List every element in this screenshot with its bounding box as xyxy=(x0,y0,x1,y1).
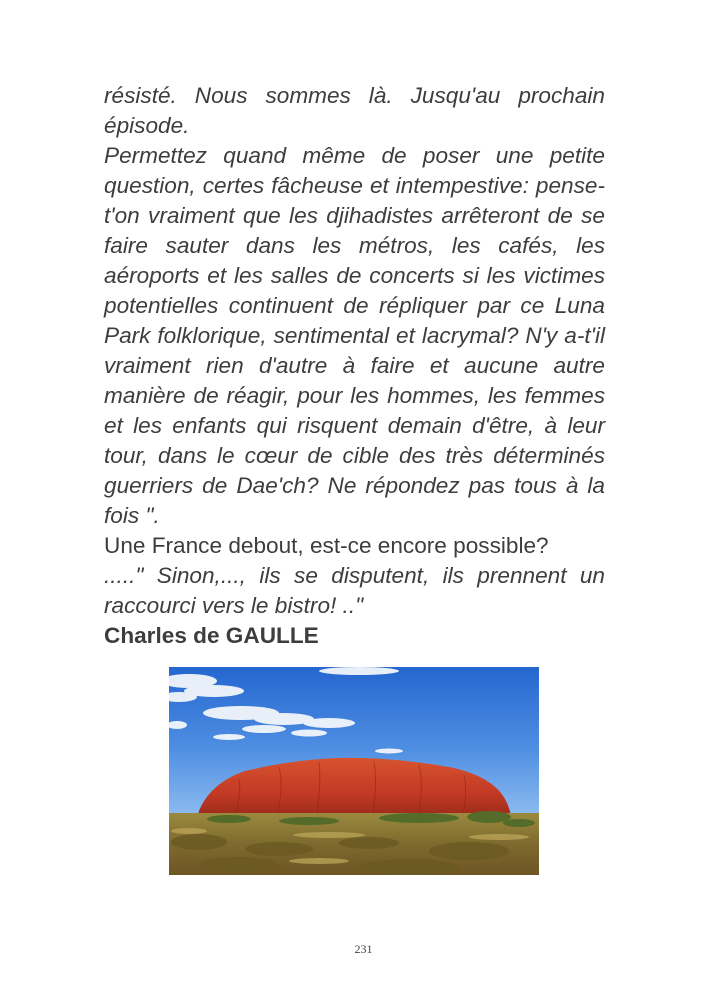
question-line: Une France debout, est-ce encore possible? xyxy=(104,533,549,558)
quote-signature: Charles de GAULLE xyxy=(104,623,319,648)
gaulle-quote: ....." Sinon,..., ils se disputent, ils prennent un raccourci vers le bistro! .." xyxy=(104,563,605,618)
uluru-photo xyxy=(169,667,539,875)
page-number: 231 xyxy=(354,942,373,956)
paragraph-question-djihadistes: Permettez quand même de poser une petite question, certes fâcheuse et intempestive: pense-t'on vraiment que les djihadistes arrêteront de se faire sauter dans les métros, les cafés, les aéroports et les salles de concerts si les victimes potentielles continuent de répliquer par ce Luna Park folklorique, sentimental et lacrymal? N'y a-t'il vraiment rien d'autre à faire et aucune autre manière de réagir, pour les hommes, les femmes et les enfants qui risquent demain d'être, à leur tour, dans le cœur de cible des très déterminés guerriers de Dae'ch? Ne répondez pas tous à la fois ". xyxy=(104,143,605,528)
paragraph-continuation: résisté. Nous sommes là. Jusqu'au prochain épisode. xyxy=(104,83,605,138)
text-body xyxy=(104,81,605,651)
